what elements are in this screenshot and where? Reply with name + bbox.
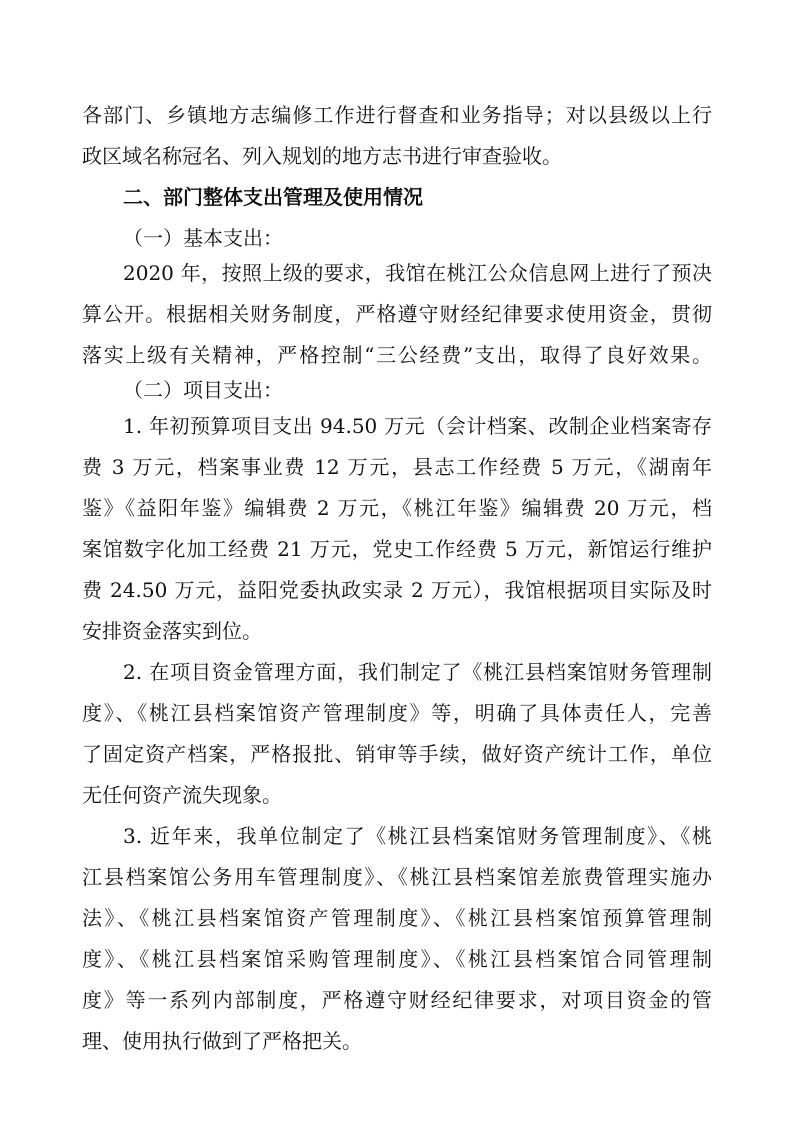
paragraph-text: 各部门、乡镇地方志编修工作进行督查和业务指导；对以县级以上行 xyxy=(82,103,712,127)
text-line xyxy=(0,136,793,176)
paragraph-text: 了固定资产档案，严格报批、销审等手续，做好资产统计工作，单位 xyxy=(82,742,712,766)
paragraph-text: 政区域名称冠名、列入规划的地方志书进行审查验收。 xyxy=(82,144,562,168)
paragraph-text: 鉴》《益阳年鉴》编辑费 2 万元，《桃江年鉴》编辑费 20 万元，档 xyxy=(82,496,712,520)
paragraph-text: 3. 近年来，我单位制定了《桃江县档案馆财务管理制度》、《桃 xyxy=(123,824,712,848)
text-line xyxy=(0,529,793,569)
subsection-heading: （一）基本支出： xyxy=(123,226,283,250)
subsection-heading: （二）项目支出： xyxy=(123,378,283,402)
text-line xyxy=(0,294,793,334)
text-line xyxy=(0,857,793,897)
text-line xyxy=(0,406,793,446)
text-line xyxy=(0,652,793,692)
section-heading: 二、部门整体支出管理及使用情况 xyxy=(123,185,423,209)
paragraph-text: 落实上级有关精神，严格控制“三公经费”支出，取得了良好效果。 xyxy=(82,343,712,367)
paragraph-text: 度》、《桃江县档案馆资产管理制度》等，明确了具体责任人，完善 xyxy=(82,701,712,725)
paragraph-text: 安排资金落实到位。 xyxy=(82,619,262,643)
paragraph-text: 理、使用执行做到了严格把关。 xyxy=(82,1029,362,1053)
paragraph-text: 案馆数字化加工经费 21 万元，党史工作经费 5 万元，新馆运行维护 xyxy=(82,537,712,561)
text-line xyxy=(0,980,793,1020)
paragraph-text: 法》、《桃江县档案馆资产管理制度》、《桃江县档案馆预算管理制 xyxy=(82,906,712,930)
paragraph-text: 算公开。根据相关财务制度，严格遵守财经纪律要求使用资金，贯彻 xyxy=(82,302,712,326)
text-line xyxy=(0,570,793,610)
text-line xyxy=(0,335,793,375)
section-heading-line xyxy=(0,177,793,217)
text-line xyxy=(0,447,793,487)
text-line xyxy=(0,775,793,815)
paragraph-text: 无任何资产流失现象。 xyxy=(82,783,282,807)
text-line xyxy=(0,1021,793,1061)
paragraph-text: 费 3 万元，档案事业费 12 万元，县志工作经费 5 万元，《湖南年 xyxy=(82,455,712,479)
paragraph-text: 度》、《桃江县档案馆采购管理制度》、《桃江县档案馆合同管理制 xyxy=(82,947,712,971)
text-line xyxy=(0,939,793,979)
paragraph-text: 度》等一系列内部制度，严格遵守财经纪律要求，对项目资金的管 xyxy=(82,988,712,1012)
text-line xyxy=(0,898,793,938)
text-line xyxy=(0,734,793,774)
text-line xyxy=(0,370,793,410)
text-line xyxy=(0,488,793,528)
text-line xyxy=(0,693,793,733)
paragraph-text: 1. 年初预算项目支出 94.50 万元（会计档案、改制企业档案寄存 xyxy=(123,414,712,438)
paragraph-text: 江县档案馆公务用车管理制度》、《桃江县档案馆差旅费管理实施办 xyxy=(82,865,712,889)
paragraph-text: 2020 年，按照上级的要求，我馆在桃江公众信息网上进行了预决 xyxy=(123,261,712,285)
paragraph-text: 2. 在项目资金管理方面，我们制定了《桃江县档案馆财务管理制 xyxy=(123,660,712,684)
text-line xyxy=(0,95,793,135)
text-line xyxy=(0,816,793,856)
text-line xyxy=(0,611,793,651)
text-line xyxy=(0,218,793,258)
paragraph-text: 费 24.50 万元，益阳党委执政实录 2 万元），我馆根据项目实际及时 xyxy=(82,578,712,602)
text-line xyxy=(0,253,793,293)
